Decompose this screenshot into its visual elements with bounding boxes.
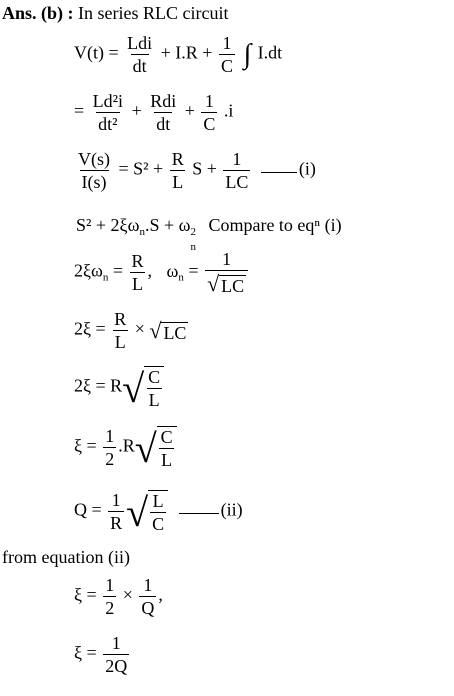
radicand: [157, 426, 177, 469]
eq9-lhs: Q =: [74, 499, 102, 520]
radical-sign: √: [207, 271, 220, 296]
subscript: n: [190, 241, 196, 253]
times-sign: ×: [122, 584, 133, 605]
eq4-mid: .S + ω: [144, 215, 191, 235]
eq4-expr: S² + 2ξω: [76, 215, 140, 235]
eq5-lhs: 2ξω: [74, 260, 103, 281]
radical-sign: √: [126, 490, 149, 535]
numerator: 1: [105, 575, 115, 595]
subscript: n: [178, 271, 184, 284]
sqrt: [126, 490, 168, 533]
numerator: Ld²i: [92, 91, 124, 111]
eq3-mid2: S +: [192, 158, 217, 179]
denominator: dt²: [98, 114, 118, 134]
numerator: C: [148, 367, 161, 387]
eq3-mid: = S² +: [118, 158, 168, 179]
denominator: dt: [132, 56, 147, 76]
equation-tag: (ii): [220, 499, 243, 520]
eq1-lhs: V(t) =: [74, 42, 119, 63]
radicand: LC: [221, 276, 245, 296]
fraction: [91, 92, 125, 133]
denominator: C: [152, 514, 165, 534]
eq8-lhs: ξ =: [74, 435, 97, 456]
numerator: 1: [204, 91, 214, 111]
fraction: [103, 427, 116, 468]
equation-5: [74, 250, 250, 295]
equation-tag: (i): [298, 158, 316, 179]
radical-sign: √: [122, 366, 145, 411]
eq1-tail: I.dt: [257, 42, 283, 63]
denominator: I(s): [81, 172, 107, 192]
denominator: 2Q: [105, 656, 128, 676]
answer-intro: In series RLC circuit: [78, 3, 229, 23]
comma: ,: [158, 584, 163, 605]
blank-line: [261, 172, 297, 173]
answer-header: [2, 4, 228, 22]
numerator: 1: [232, 149, 242, 169]
fraction: [108, 491, 124, 532]
denominator: L: [172, 172, 184, 192]
fraction: [130, 252, 146, 293]
eq4-tail: Compare to eqⁿ (i): [208, 215, 342, 235]
subscript: n: [139, 226, 145, 238]
denominator: 2: [105, 598, 115, 618]
fraction: [170, 150, 186, 191]
fraction: [139, 576, 156, 617]
equals-sign: =: [188, 260, 199, 281]
superscript: 2: [190, 226, 196, 238]
blank-line: [179, 513, 219, 514]
denominator: Q: [141, 598, 155, 618]
equals-sign: =: [112, 260, 124, 281]
denominator: L: [132, 274, 144, 294]
radicand: [144, 366, 164, 409]
numerator: Ldi: [127, 33, 153, 53]
denominator: C: [220, 56, 233, 76]
fraction: [76, 150, 112, 191]
plus-sign: +: [131, 100, 142, 121]
denominator: L: [161, 450, 173, 470]
fraction: [125, 34, 154, 75]
numerator: 1: [105, 426, 115, 446]
times-sign: ×: [134, 318, 145, 339]
denominator: L: [148, 390, 160, 410]
equation-4: [76, 216, 342, 253]
numerator: V(s): [78, 149, 110, 169]
numerator: L: [152, 491, 164, 511]
numerator: R: [131, 251, 144, 271]
equation-2: [74, 92, 233, 133]
sqrt: [207, 273, 246, 295]
equation-9: [74, 490, 243, 533]
numerator: R: [114, 309, 127, 329]
integral-sign: ∫: [243, 38, 252, 70]
eq6-lhs: 2ξ =: [74, 318, 106, 339]
equation-11: [74, 634, 131, 675]
fraction: [103, 576, 116, 617]
eq1-mid: + I.R +: [160, 42, 213, 63]
numerator: 1: [111, 633, 121, 653]
subscript: n: [102, 271, 109, 284]
fraction: [205, 250, 248, 295]
sqrt: [135, 426, 177, 469]
eq2-lead: =: [74, 100, 85, 121]
numerator: 1: [111, 490, 121, 510]
numerator: 1: [222, 249, 232, 269]
radical-sign: √: [134, 426, 157, 471]
fraction: [148, 92, 178, 133]
eq2-tail: .i: [223, 100, 234, 121]
eq11-lhs: ξ =: [74, 642, 97, 663]
denominator: L: [114, 332, 126, 352]
fraction: [223, 150, 250, 191]
numerator: C: [160, 427, 173, 447]
eq7-lhs: 2ξ = R: [74, 375, 123, 396]
numerator: R: [171, 149, 184, 169]
equation-6: [74, 310, 188, 351]
equation-3: [74, 150, 316, 191]
radical-sign: √: [149, 317, 162, 343]
numerator: 1: [143, 575, 153, 595]
fraction: [219, 34, 235, 75]
eq10-lhs: ξ =: [74, 584, 97, 605]
comma: ,: [147, 260, 153, 281]
denominator: 2: [105, 449, 115, 469]
denominator: dt: [156, 114, 171, 134]
note-text: from equation (ii): [2, 547, 130, 567]
denominator: R: [110, 513, 123, 533]
equation-10: [74, 576, 163, 617]
omega-symbol: ω: [166, 260, 179, 281]
denominator: [205, 270, 248, 295]
numerator: 1: [222, 33, 232, 53]
plus-sign: +: [184, 100, 195, 121]
fraction: [112, 310, 128, 351]
radicand: [148, 490, 168, 533]
equation-1: [74, 34, 282, 75]
sqrt: [149, 317, 188, 343]
fraction: [103, 634, 129, 675]
denominator: C: [203, 114, 216, 134]
sqrt: [122, 366, 164, 409]
denominator: LC: [225, 172, 249, 192]
equation-7: [74, 366, 164, 409]
answer-label: Ans. (b) :: [2, 3, 74, 23]
equation-8: [74, 426, 177, 469]
numerator: Rdi: [150, 91, 177, 111]
radicand: LC: [163, 322, 187, 343]
fraction: [201, 92, 217, 133]
eq8-mid: .R: [118, 435, 135, 456]
